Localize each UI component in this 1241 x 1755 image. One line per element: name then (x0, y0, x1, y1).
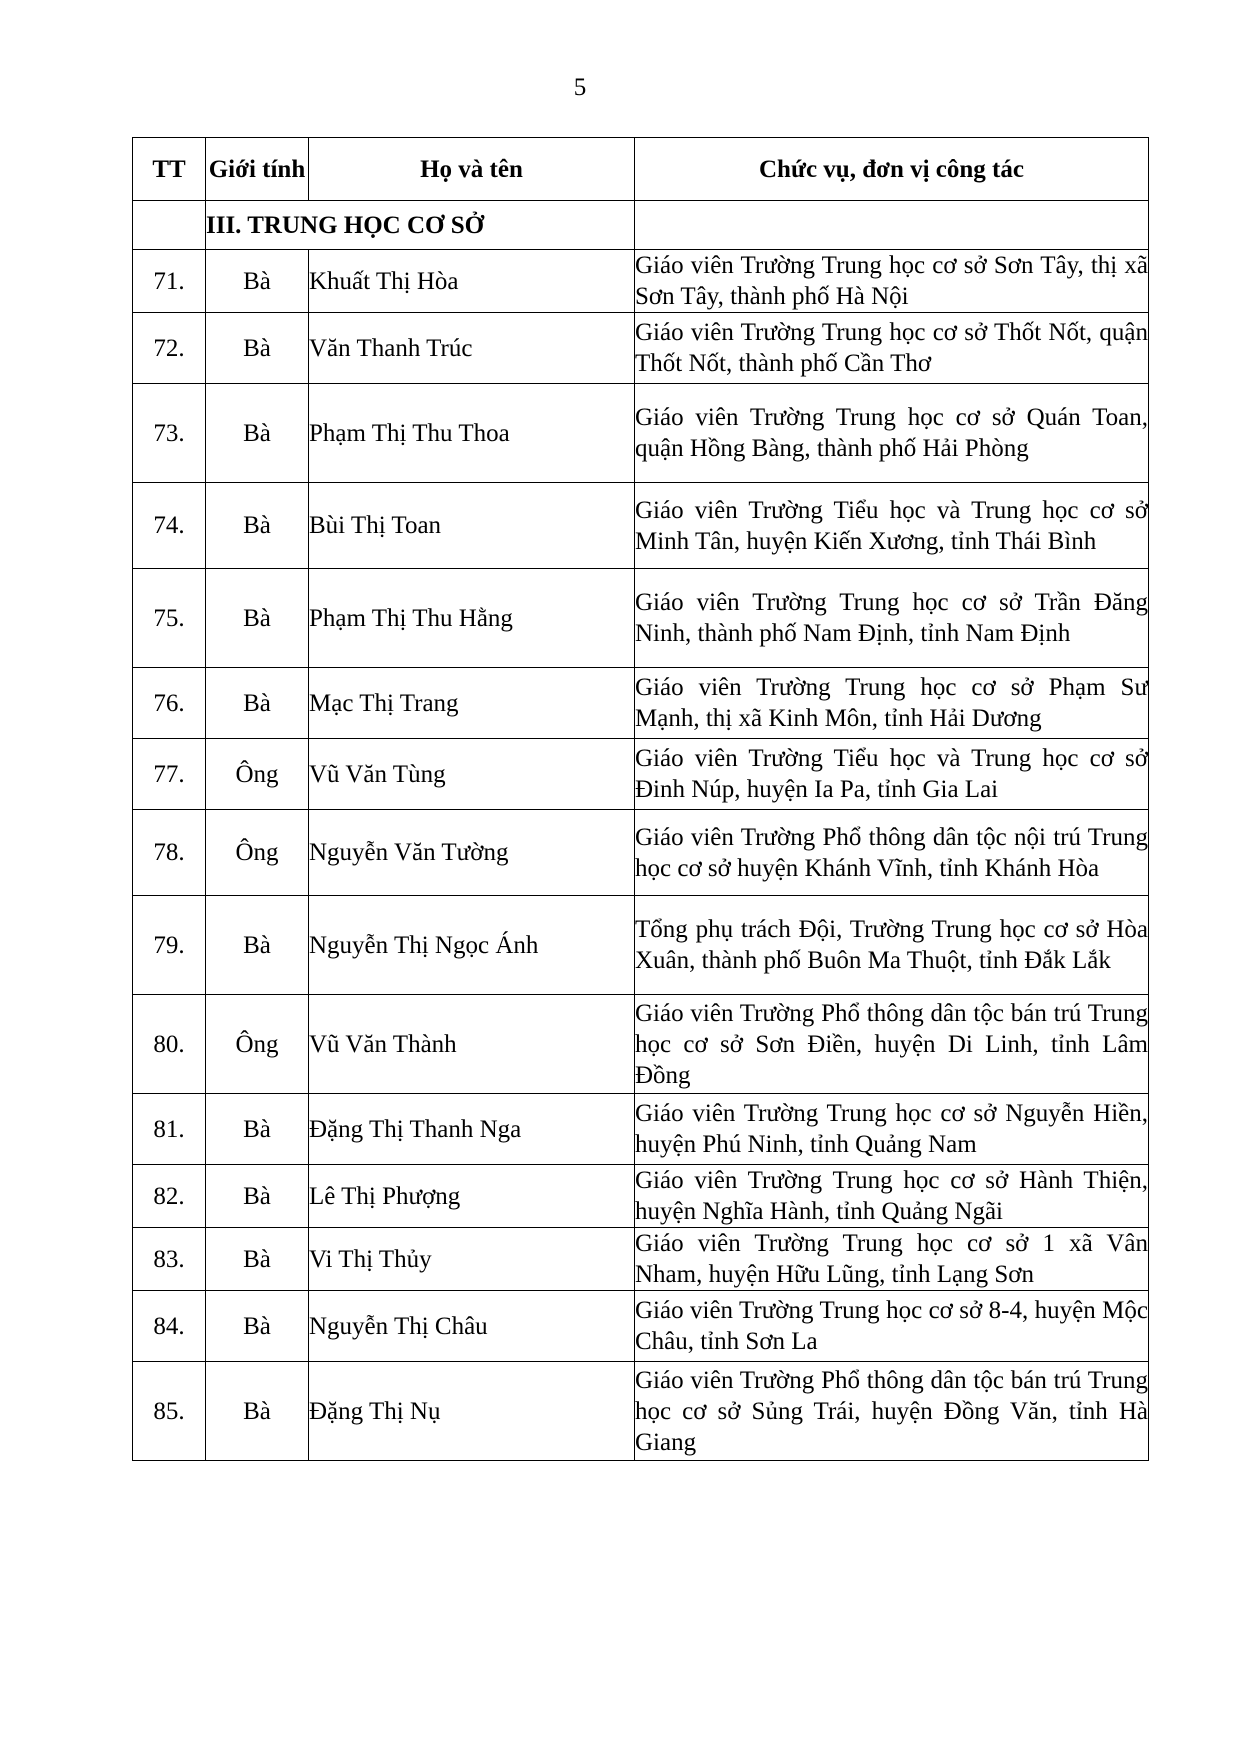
table-row (133, 483, 1149, 569)
row-number: 80. (133, 995, 206, 1094)
row-name: Lê Thị Phượng (309, 1165, 635, 1228)
row-gender: Ông (206, 739, 309, 810)
table-row (133, 250, 1149, 313)
row-name: Đặng Thị Nụ (309, 1362, 635, 1461)
table-row (133, 1165, 1149, 1228)
row-name: Nguyễn Thị Ngọc Ánh (309, 896, 635, 995)
row-number: 82. (133, 1165, 206, 1228)
row-name: Nguyễn Văn Tường (309, 810, 635, 896)
row-name: Phạm Thị Thu Thoa (309, 384, 635, 483)
row-gender: Ông (206, 810, 309, 896)
row-name: Khuất Thị Hòa (309, 250, 635, 313)
header-position: Chức vụ, đơn vị công tác (635, 138, 1149, 201)
table-row (133, 1291, 1149, 1362)
header-gender: Giới tính (206, 138, 309, 201)
table-row (133, 668, 1149, 739)
row-gender: Bà (206, 1291, 309, 1362)
row-number: 78. (133, 810, 206, 896)
row-number: 74. (133, 483, 206, 569)
table-row (133, 1094, 1149, 1165)
row-position: Giáo viên Trường Trung học cơ sở Trần Đăng Ninh, thành phố Nam Định, tỉnh Nam Định (635, 569, 1149, 668)
row-position: Giáo viên Trường Trung học cơ sở 8-4, huyện Mộc Châu, tỉnh Sơn La (635, 1291, 1149, 1362)
row-gender: Bà (206, 313, 309, 384)
row-position: Giáo viên Trường Phổ thông dân tộc bán trú Trung học cơ sở Sơn Điền, huyện Di Linh, tỉnh Lâm Đồng (635, 995, 1149, 1094)
row-position: Giáo viên Trường Trung học cơ sở 1 xã Vân Nham, huyện Hữu Lũng, tỉnh Lạng Sơn (635, 1228, 1149, 1291)
row-position: Giáo viên Trường Tiểu học và Trung học cơ sở Đinh Núp, huyện Ia Pa, tỉnh Gia Lai (635, 739, 1149, 810)
row-name: Mạc Thị Trang (309, 668, 635, 739)
row-number: 84. (133, 1291, 206, 1362)
section-empty-cell (133, 201, 206, 250)
row-number: 72. (133, 313, 206, 384)
section-row (133, 201, 1149, 250)
row-gender: Bà (206, 1165, 309, 1228)
row-name: Vi Thị Thủy (309, 1228, 635, 1291)
row-name: Bùi Thị Toan (309, 483, 635, 569)
row-name: Văn Thanh Trúc (309, 313, 635, 384)
row-position: Giáo viên Trường Trung học cơ sở Quán Toan, quận Hồng Bàng, thành phố Hải Phòng (635, 384, 1149, 483)
row-number: 75. (133, 569, 206, 668)
section-empty-cell (635, 201, 1149, 250)
table-row (133, 739, 1149, 810)
table-header-row (133, 138, 1149, 201)
row-number: 85. (133, 1362, 206, 1461)
table-row (133, 569, 1149, 668)
row-name: Phạm Thị Thu Hằng (309, 569, 635, 668)
row-gender: Bà (206, 250, 309, 313)
table-row (133, 995, 1149, 1094)
row-number: 77. (133, 739, 206, 810)
section-title: III. TRUNG HỌC CƠ SỞ (206, 201, 635, 250)
row-position: Giáo viên Trường Trung học cơ sở Sơn Tây, thị xã Sơn Tây, thành phố Hà Nội (635, 250, 1149, 313)
row-position: Tổng phụ trách Đội, Trường Trung học cơ sở Hòa Xuân, thành phố Buôn Ma Thuột, tỉnh Đắk Lắk (635, 896, 1149, 995)
row-name: Nguyễn Thị Châu (309, 1291, 635, 1362)
row-number: 79. (133, 896, 206, 995)
row-number: 76. (133, 668, 206, 739)
table-row (133, 1228, 1149, 1291)
table-row (133, 1362, 1149, 1461)
row-position: Giáo viên Trường Trung học cơ sở Thốt Nốt, quận Thốt Nốt, thành phố Cần Thơ (635, 313, 1149, 384)
row-gender: Bà (206, 1228, 309, 1291)
table-row (133, 810, 1149, 896)
row-gender: Bà (206, 896, 309, 995)
row-number: 81. (133, 1094, 206, 1165)
row-gender: Bà (206, 569, 309, 668)
row-number: 71. (133, 250, 206, 313)
header-name: Họ và tên (309, 138, 635, 201)
row-position: Giáo viên Trường Trung học cơ sở Nguyễn Hiền, huyện Phú Ninh, tỉnh Quảng Nam (635, 1094, 1149, 1165)
row-number: 83. (133, 1228, 206, 1291)
header-tt: TT (133, 138, 206, 201)
row-position: Giáo viên Trường Trung học cơ sở Hành Thiện, huyện Nghĩa Hành, tỉnh Quảng Ngãi (635, 1165, 1149, 1228)
row-position: Giáo viên Trường Tiểu học và Trung học cơ sở Minh Tân, huyện Kiến Xương, tỉnh Thái Bình (635, 483, 1149, 569)
row-gender: Bà (206, 1094, 309, 1165)
row-gender: Bà (206, 1362, 309, 1461)
table-row (133, 313, 1149, 384)
row-position: Giáo viên Trường Trung học cơ sở Phạm Sư Mạnh, thị xã Kinh Môn, tỉnh Hải Dương (635, 668, 1149, 739)
awardee-table (132, 137, 1149, 1461)
row-position: Giáo viên Trường Phổ thông dân tộc bán trú Trung học cơ sở Sủng Trái, huyện Đồng Văn, tỉnh Hà Giang (635, 1362, 1149, 1461)
row-gender: Bà (206, 668, 309, 739)
row-name: Vũ Văn Thành (309, 995, 635, 1094)
page-number: 5 (573, 74, 587, 101)
row-gender: Bà (206, 384, 309, 483)
table-row (133, 384, 1149, 483)
row-position: Giáo viên Trường Phổ thông dân tộc nội trú Trung học cơ sở huyện Khánh Vĩnh, tỉnh Khánh Hòa (635, 810, 1149, 896)
row-name: Vũ Văn Tùng (309, 739, 635, 810)
table-row (133, 896, 1149, 995)
row-gender: Bà (206, 483, 309, 569)
row-gender: Ông (206, 995, 309, 1094)
row-name: Đặng Thị Thanh Nga (309, 1094, 635, 1165)
row-number: 73. (133, 384, 206, 483)
